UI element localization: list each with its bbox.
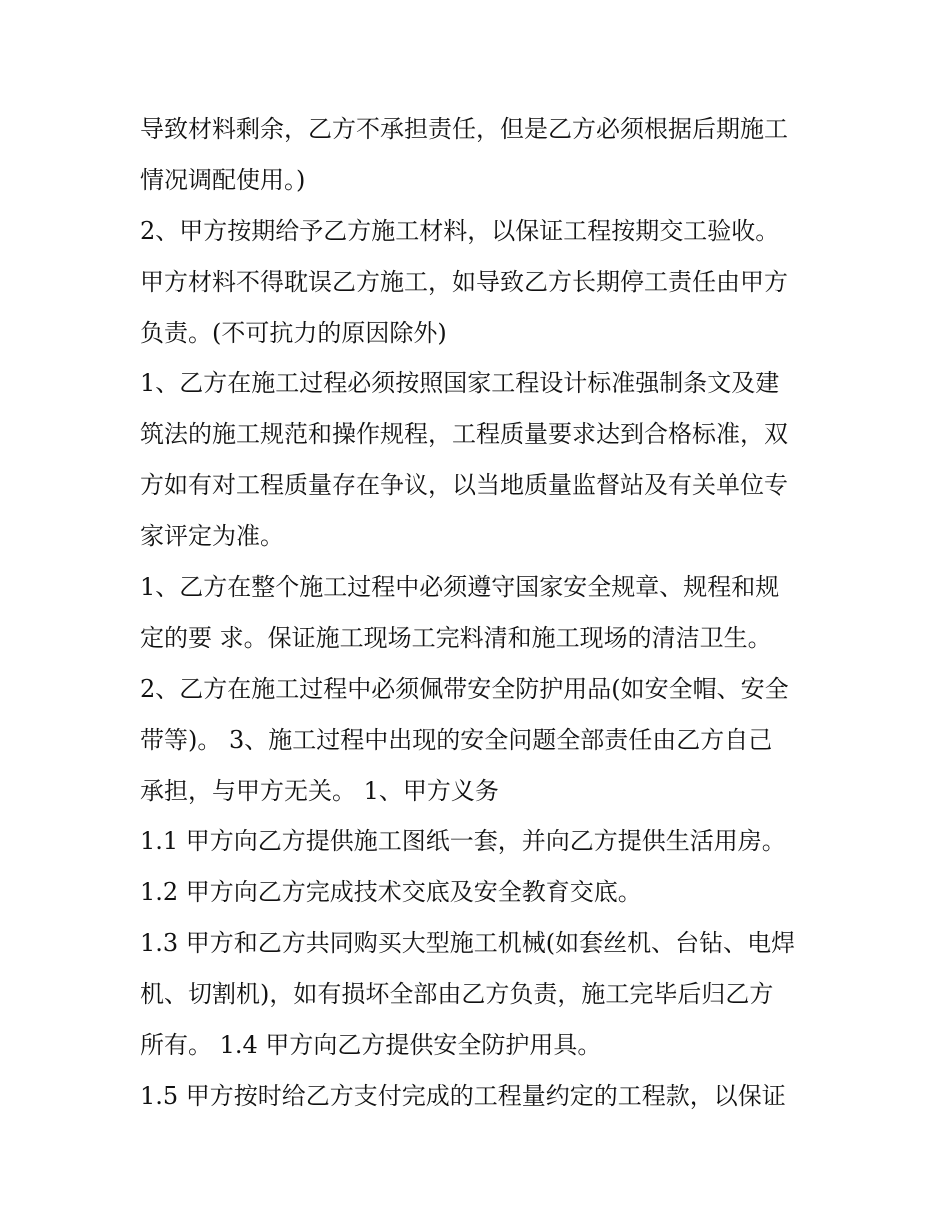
text-line: 家评定为准。 [140, 522, 284, 551]
text-line: 带等)。 3、施工过程中出现的安全问题全部责任由乙方自己 [140, 725, 773, 754]
text-line: 1.1 甲方向乙方提供施工图纸一套，并向乙方提供生活用房。 [140, 827, 786, 856]
text-line: 1.2 甲方向乙方完成技术交底及安全教育交底。 [140, 878, 642, 907]
text-line: 承担，与甲方无关。 1、甲方义务 [140, 776, 499, 805]
text-line: 负责。(不可抗力的原因除外) [140, 318, 447, 347]
text-line: 1、乙方在施工过程必须按照国家工程设计标准强制条文及建 [140, 369, 780, 398]
text-line: 机、切割机)，如有损坏全部由乙方负责，施工完毕后归乙方 [140, 980, 774, 1009]
text-line: 2、甲方按期给予乙方施工材料，以保证工程按期交工验收。 [140, 216, 780, 245]
text-line: 甲方材料不得耽误乙方施工，如导致乙方长期停工责任由甲方 [140, 267, 788, 296]
text-line: 1、乙方在整个施工过程中必须遵守国家安全规章、规程和规 [140, 573, 780, 602]
text-line: 所有。 1.4 甲方向乙方提供安全防护用具。 [140, 1031, 602, 1060]
text-line: 筑法的施工规范和操作规程，工程质量要求达到合格标准，双 [140, 420, 788, 449]
text-line: 方如有对工程质量存在争议，以当地质量监督站及有关单位专 [140, 471, 788, 500]
text-line: 1.5 甲方按时给乙方支付完成的工程量约定的工程款，以保证 [140, 1081, 786, 1110]
text-line: 情况调配使用。) [140, 165, 306, 194]
text-line: 导致材料剩余，乙方不承担责任，但是乙方必须根据后期施工 [140, 115, 788, 143]
text-line: 1.3 甲方和乙方共同购买大型施工机械(如套丝机、台钻、电焊 [140, 929, 796, 958]
text-line: 定的要 求。保证施工现场工完料清和施工现场的清洁卫生。 [140, 623, 772, 652]
text-line: 2、乙方在施工过程中必须佩带安全防护用品(如安全帽、安全 [140, 674, 789, 703]
document-body [140, 104, 820, 1122]
